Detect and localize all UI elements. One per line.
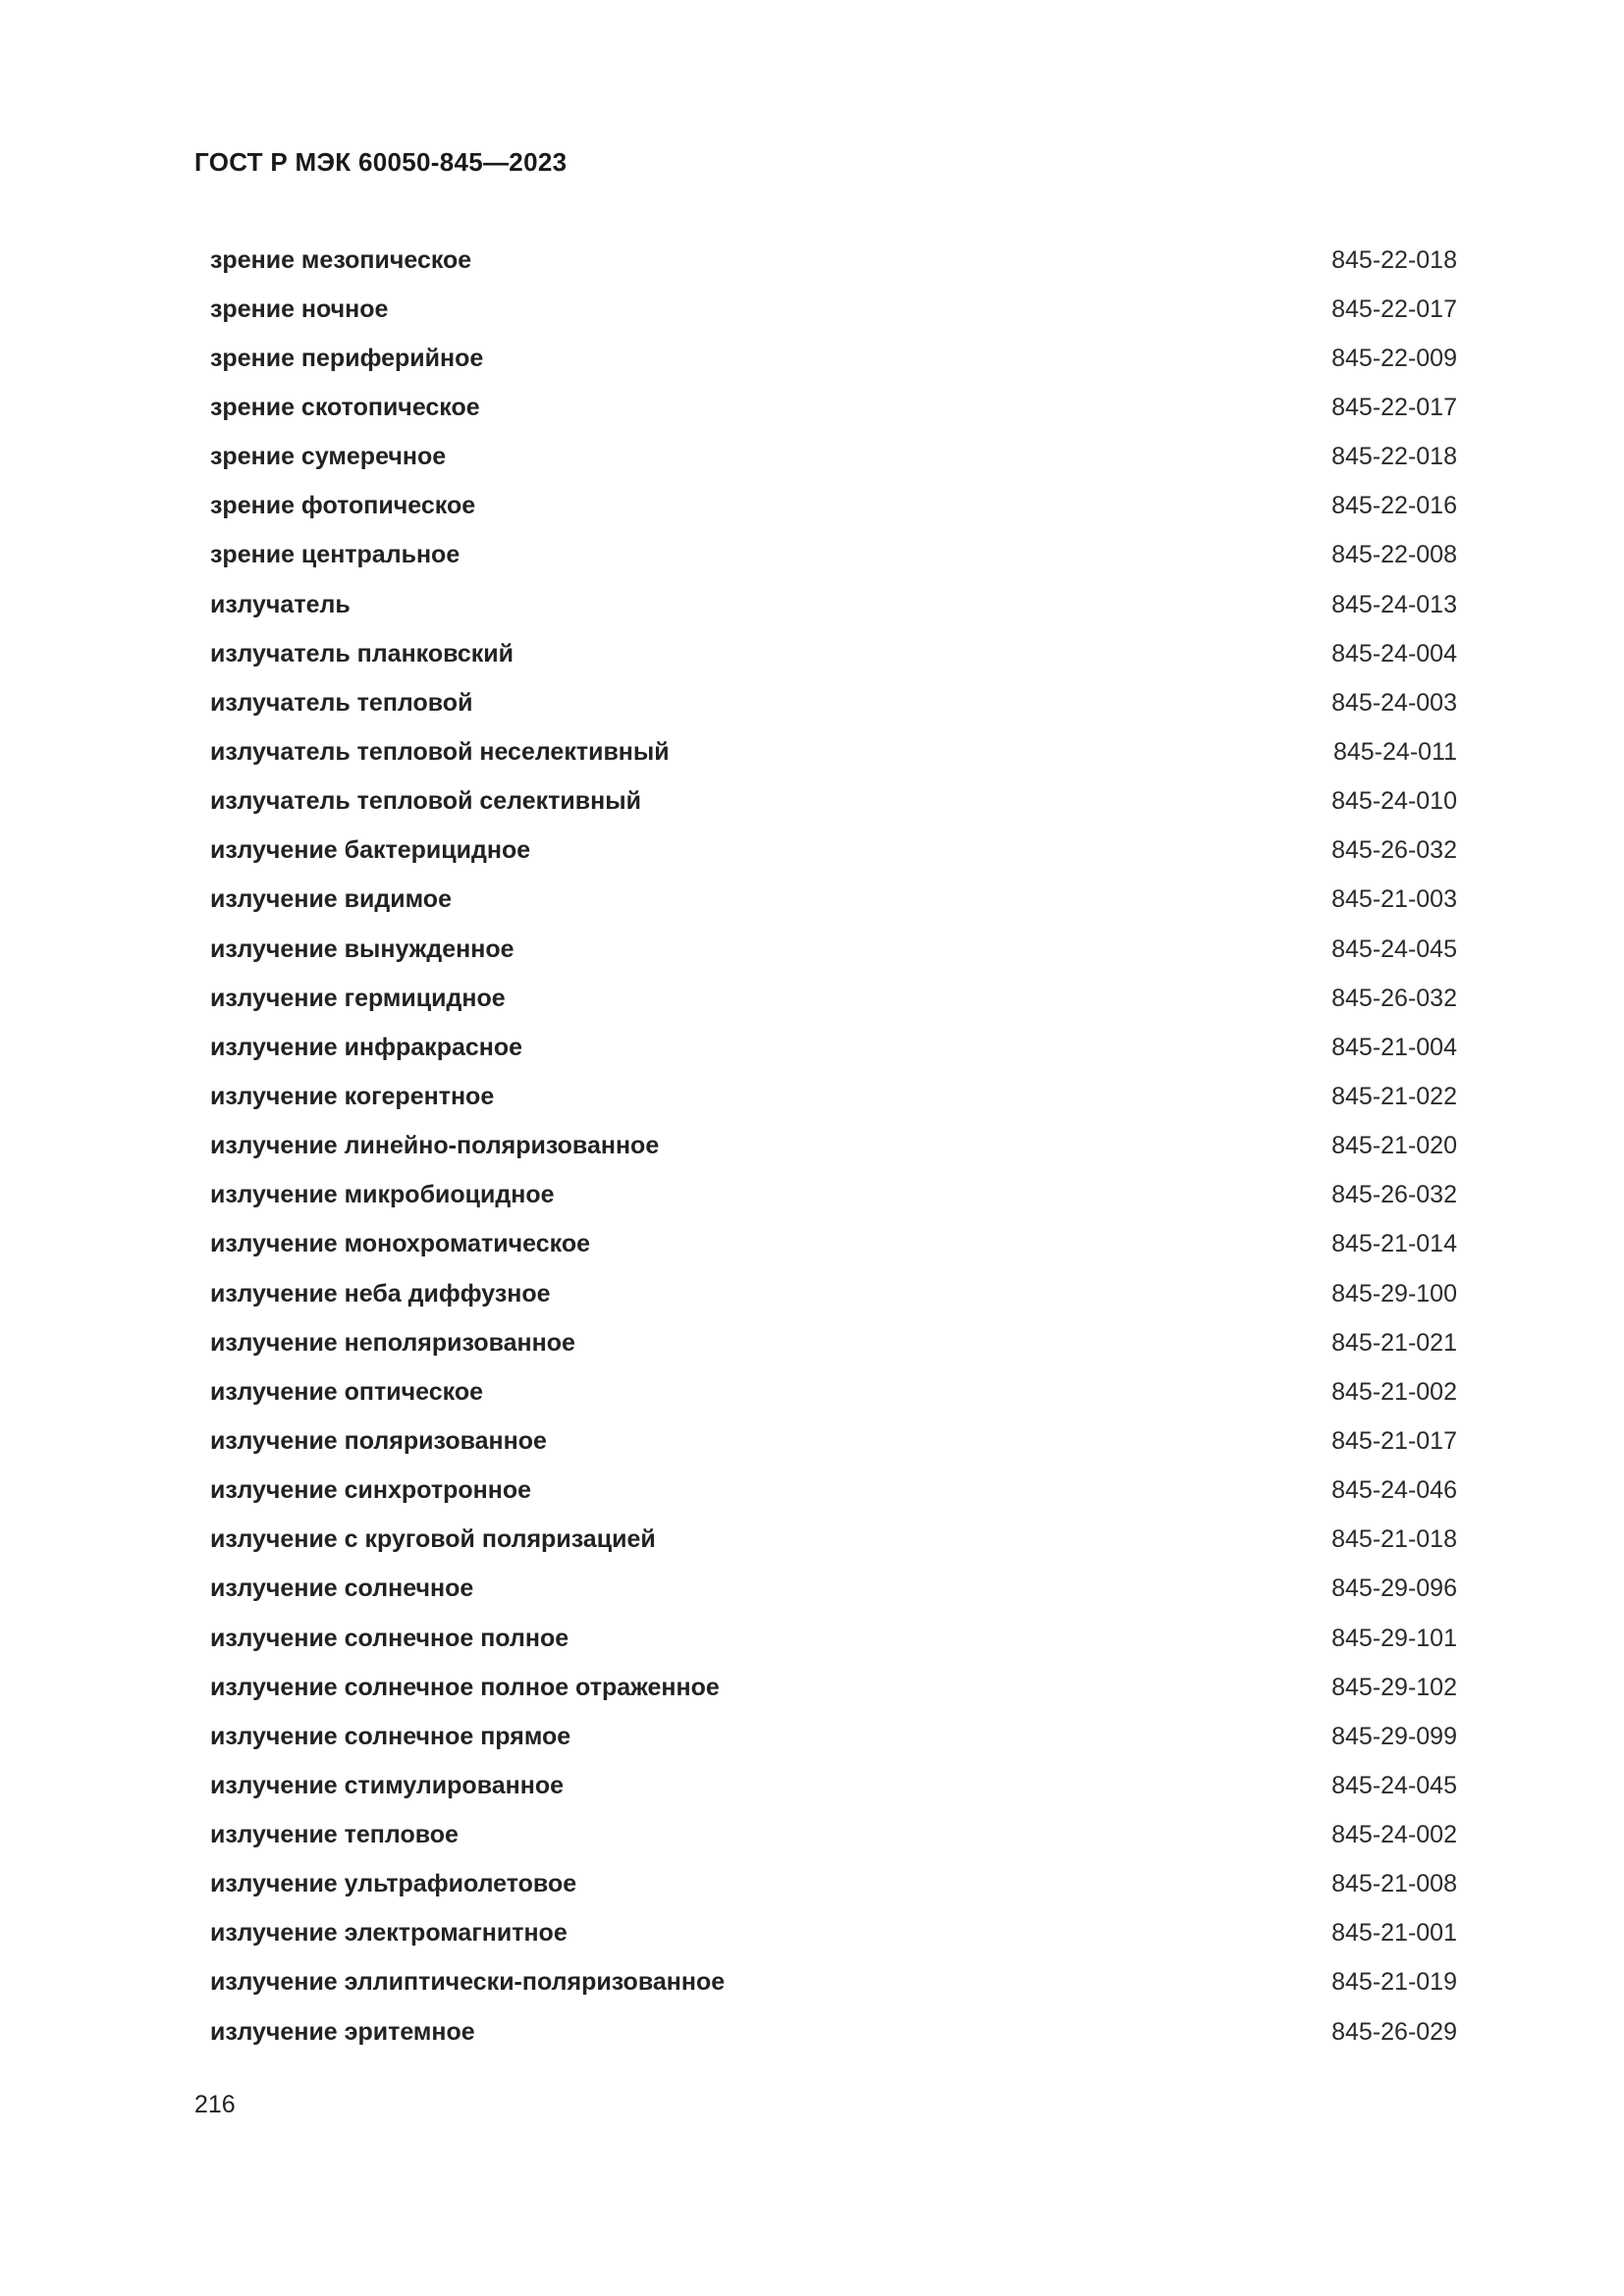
entry-term: излучение эллиптически-поляризованное (210, 1968, 726, 1997)
entry-term: излучение линейно-поляризованное (210, 1132, 660, 1160)
entry-term: излучатель планковский (210, 639, 514, 667)
index-entry (210, 1565, 1457, 1614)
entry-term: излучение монохроматическое (210, 1230, 590, 1258)
index-entry (210, 1516, 1457, 1565)
entry-term: излучение гермицидное (210, 984, 506, 1012)
document-header: ГОСТ Р МЭК 60050-845—2023 (194, 147, 568, 177)
entry-reference-number: 845-21-008 (1331, 1870, 1457, 1898)
entry-reference-number: 845-21-020 (1331, 1132, 1457, 1160)
entry-term: излучение микробиоцидное (210, 1181, 555, 1209)
entry-reference-number: 845-21-021 (1331, 1328, 1457, 1357)
entry-term: излучение вынужденное (210, 934, 514, 963)
entry-reference-number: 845-24-045 (1331, 934, 1457, 963)
entry-term: излучение тепловое (210, 1821, 459, 1849)
entry-reference-number: 845-24-002 (1331, 1821, 1457, 1849)
entry-reference-number: 845-22-017 (1331, 393, 1457, 421)
index-entry (210, 777, 1457, 827)
index-entry (210, 1318, 1457, 1367)
entry-reference-number: 845-29-099 (1331, 1722, 1457, 1750)
index-entry (210, 1761, 1457, 1810)
entry-term: зрение фотопическое (210, 492, 476, 520)
entry-term: излучение солнечное (210, 1575, 474, 1603)
entry-reference-number: 845-26-032 (1331, 836, 1457, 865)
index-entry (210, 876, 1457, 925)
entry-reference-number: 845-24-011 (1332, 737, 1457, 766)
entry-reference-number: 845-24-003 (1331, 688, 1457, 717)
entry-reference-number: 845-26-029 (1331, 2017, 1457, 2046)
index-entry (210, 1663, 1457, 1712)
entry-reference-number: 845-21-018 (1331, 1525, 1457, 1554)
index-entry (210, 531, 1457, 580)
entry-term: излучение электромагнитное (210, 1919, 568, 1948)
entry-term: зрение сумеречное (210, 443, 447, 471)
index-entry (210, 1416, 1457, 1466)
index-entry (210, 1958, 1457, 2007)
entry-term: излучатель тепловой (210, 688, 473, 717)
index-entry (210, 1122, 1457, 1171)
index-entry (210, 678, 1457, 727)
entry-term: излучение инфракрасное (210, 1033, 523, 1061)
entry-reference-number: 845-29-102 (1331, 1673, 1457, 1701)
index-entry (210, 1367, 1457, 1416)
entry-reference-number: 845-22-018 (1331, 443, 1457, 471)
index-entry (210, 1072, 1457, 1121)
index-entry (210, 1614, 1457, 1663)
page-number: 216 (194, 2091, 236, 2118)
entry-term: излучение солнечное полное отраженное (210, 1673, 720, 1701)
index-entry (210, 974, 1457, 1023)
index-entry (210, 2007, 1457, 2056)
entry-term: зрение ночное (210, 294, 389, 323)
entry-term: излучение видимое (210, 885, 452, 914)
index-entry (210, 433, 1457, 482)
entry-term: зрение мезопическое (210, 245, 472, 274)
index-entry (210, 629, 1457, 678)
entry-term: излучение бактерицидное (210, 836, 531, 865)
entry-term: излучение неба диффузное (210, 1279, 551, 1308)
entry-reference-number: 845-29-100 (1331, 1279, 1457, 1308)
entry-term: излучатель тепловой неселективный (210, 737, 670, 766)
entry-reference-number: 845-22-008 (1331, 541, 1457, 569)
entry-term: излучатель тепловой селективный (210, 787, 641, 816)
entry-reference-number: 845-29-101 (1331, 1624, 1457, 1652)
entry-term: излучение когерентное (210, 1082, 495, 1110)
term-index-list (210, 236, 1457, 2056)
index-entry (210, 482, 1457, 531)
entry-term: излучение эритемное (210, 2017, 475, 2046)
entry-reference-number: 845-22-009 (1331, 344, 1457, 372)
entry-term: излучение поляризованное (210, 1426, 547, 1455)
index-entry (210, 1712, 1457, 1761)
entry-reference-number: 845-21-002 (1331, 1377, 1457, 1406)
index-entry (210, 1220, 1457, 1269)
index-entry (210, 1171, 1457, 1220)
entry-reference-number: 845-26-032 (1331, 984, 1457, 1012)
entry-term: излучение стимулированное (210, 1771, 565, 1799)
entry-reference-number: 845-21-001 (1331, 1919, 1457, 1948)
index-entry (210, 236, 1457, 285)
entry-reference-number: 845-22-017 (1331, 294, 1457, 323)
entry-reference-number: 845-24-046 (1331, 1476, 1457, 1505)
entry-reference-number: 845-22-018 (1331, 245, 1457, 274)
index-entry (210, 1269, 1457, 1318)
entry-reference-number: 845-29-096 (1331, 1575, 1457, 1603)
entry-reference-number: 845-24-045 (1331, 1771, 1457, 1799)
entry-term: излучение солнечное полное (210, 1624, 569, 1652)
index-entry (210, 1909, 1457, 1958)
entry-term: излучение с круговой поляризацией (210, 1525, 656, 1554)
entry-term: зрение центральное (210, 541, 460, 569)
entry-reference-number: 845-21-019 (1331, 1968, 1457, 1997)
entry-term: излучение ультрафиолетовое (210, 1870, 577, 1898)
entry-term: излучение солнечное прямое (210, 1722, 571, 1750)
index-entry (210, 334, 1457, 383)
entry-reference-number: 845-21-014 (1331, 1230, 1457, 1258)
entry-reference-number: 845-24-013 (1331, 590, 1457, 618)
entry-term: излучение неполяризованное (210, 1328, 575, 1357)
index-entry (210, 383, 1457, 432)
index-entry (210, 827, 1457, 876)
entry-reference-number: 845-21-022 (1331, 1082, 1457, 1110)
index-entry (210, 1860, 1457, 1909)
index-entry (210, 285, 1457, 334)
index-entry (210, 1467, 1457, 1516)
entry-term: зрение скотопическое (210, 393, 480, 421)
entry-reference-number: 845-22-016 (1331, 492, 1457, 520)
entry-term: зрение периферийное (210, 344, 484, 372)
index-entry (210, 1811, 1457, 1860)
index-entry (210, 925, 1457, 974)
index-entry (210, 727, 1457, 776)
entry-term: излучение синхротронное (210, 1476, 532, 1505)
index-entry (210, 1023, 1457, 1072)
entry-reference-number: 845-21-004 (1331, 1033, 1457, 1061)
entry-reference-number: 845-24-010 (1331, 787, 1457, 816)
entry-reference-number: 845-21-017 (1331, 1426, 1457, 1455)
index-entry (210, 580, 1457, 629)
entry-reference-number: 845-24-004 (1331, 639, 1457, 667)
entry-reference-number: 845-26-032 (1331, 1181, 1457, 1209)
entry-term: излучатель (210, 590, 351, 618)
entry-reference-number: 845-21-003 (1331, 885, 1457, 914)
entry-term: излучение оптическое (210, 1377, 483, 1406)
